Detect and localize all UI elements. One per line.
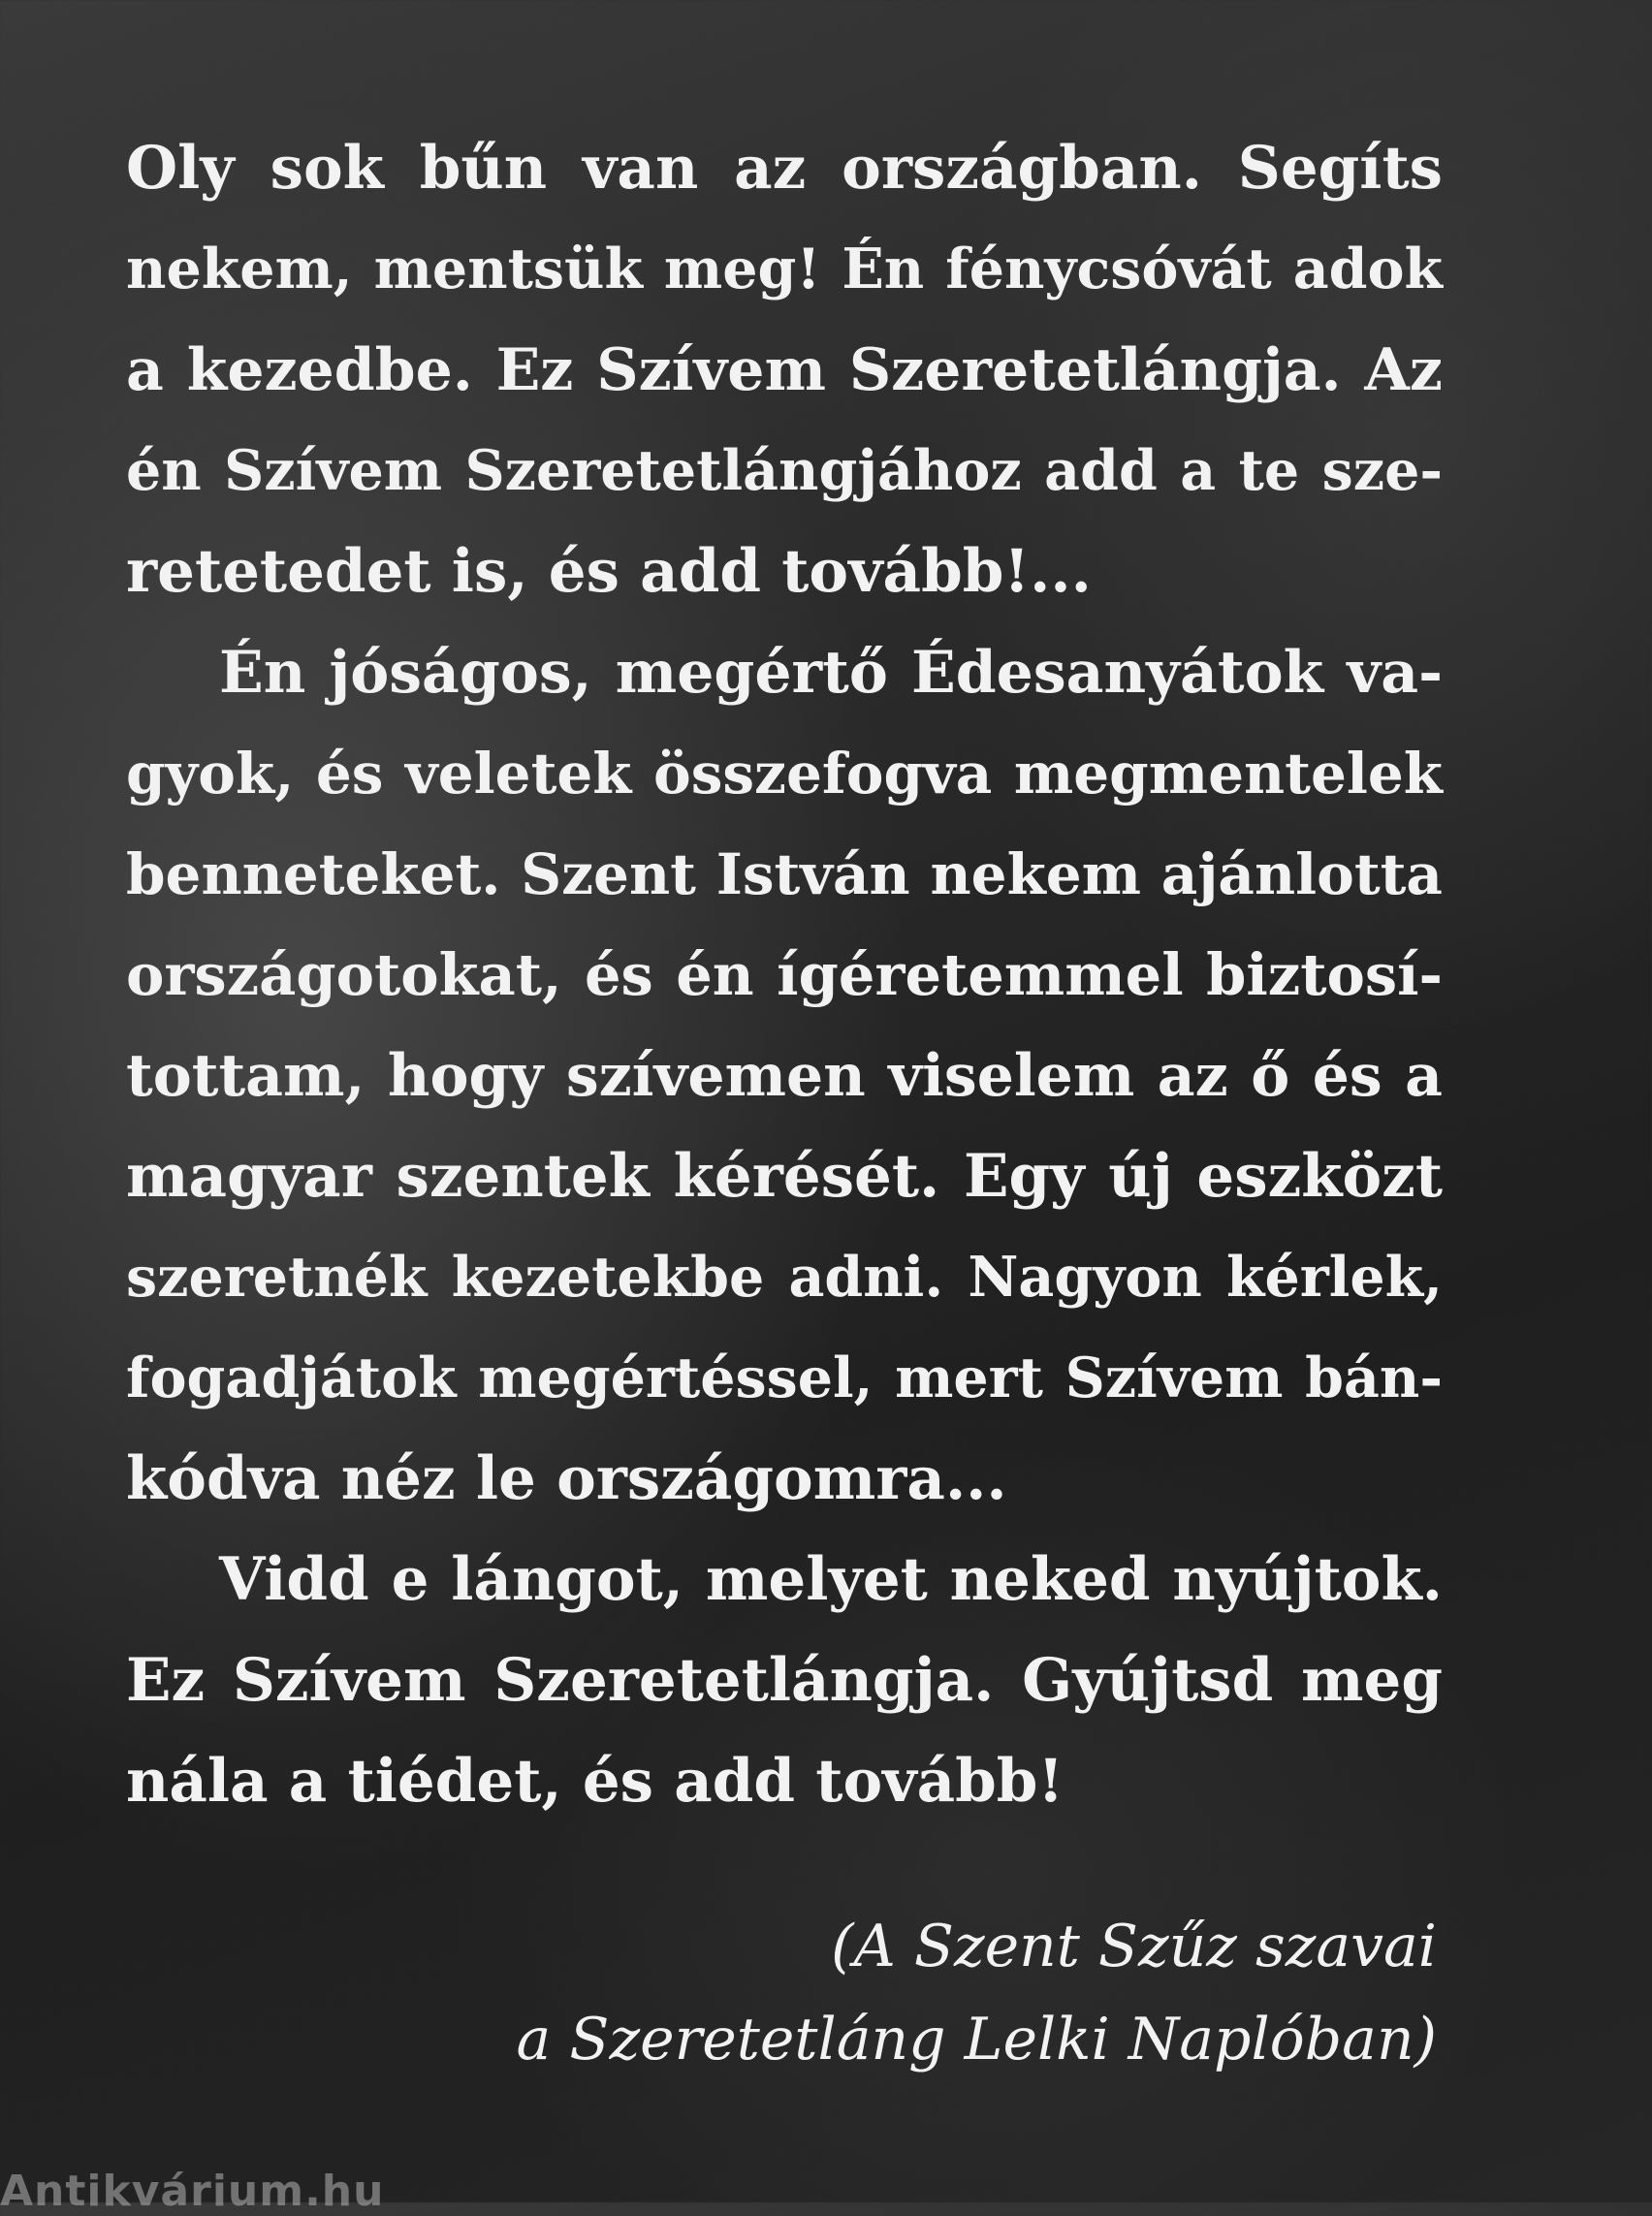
- text-line: Oly sok bűn van az országban. Segíts: [126, 134, 1443, 203]
- text-line: nekem, mentsük meg! Én fénycsóvát adok: [126, 237, 1443, 301]
- text-line: Én jóságos, megértő Édesanyátok va-: [219, 639, 1443, 707]
- text-line: én Szívem Szeretetlángjához add a te sze-: [126, 438, 1443, 503]
- attribution-line-2: a Szeretetláng Lelki Naplóban): [516, 2006, 1437, 2074]
- text-line: gyok, és veletek összefogva megmentelek: [126, 741, 1443, 807]
- text-line: országotokat, és én ígéretemmel biztosí-: [126, 941, 1443, 1008]
- text-line: retetedet is, és add tovább!...: [126, 537, 1092, 606]
- text-line: tottam, hogy szívemen viselem az ő és a: [126, 1042, 1443, 1110]
- text-line: benneteket. Szent István nekem ajánlotta: [126, 841, 1443, 907]
- text-line: nála a tiédet, és add tovább!: [126, 1747, 1064, 1816]
- paragraph-3: [126, 1530, 1443, 1832]
- text-line: Ez Szívem Szeretetlángja. Gyújtsd meg: [126, 1646, 1443, 1715]
- text-line: fogadjátok megértéssel, mert Szívem bán-: [126, 1345, 1443, 1410]
- paragraph-1: [126, 118, 1443, 622]
- watermark: Antikvárium.hu: [0, 2167, 385, 2216]
- text-line: kódva néz le országomra...: [126, 1444, 1007, 1513]
- text-line: Vidd e lángot, melyet neked nyújtok.: [219, 1545, 1443, 1614]
- text-line: a kezedbe. Ez Szívem Szeretetlángja. Az: [126, 336, 1443, 404]
- paragraph-2: [126, 622, 1443, 1530]
- text-line: szeretnék kezetekbe adni. Nagyon kérlek,: [126, 1245, 1443, 1310]
- attribution: [517, 1900, 1437, 2086]
- attribution-line-1: (A Szent Szűz szavai: [831, 1913, 1437, 1980]
- body-text: [126, 118, 1443, 1832]
- text-line: magyar szentek kérését. Egy új eszközt: [126, 1142, 1443, 1211]
